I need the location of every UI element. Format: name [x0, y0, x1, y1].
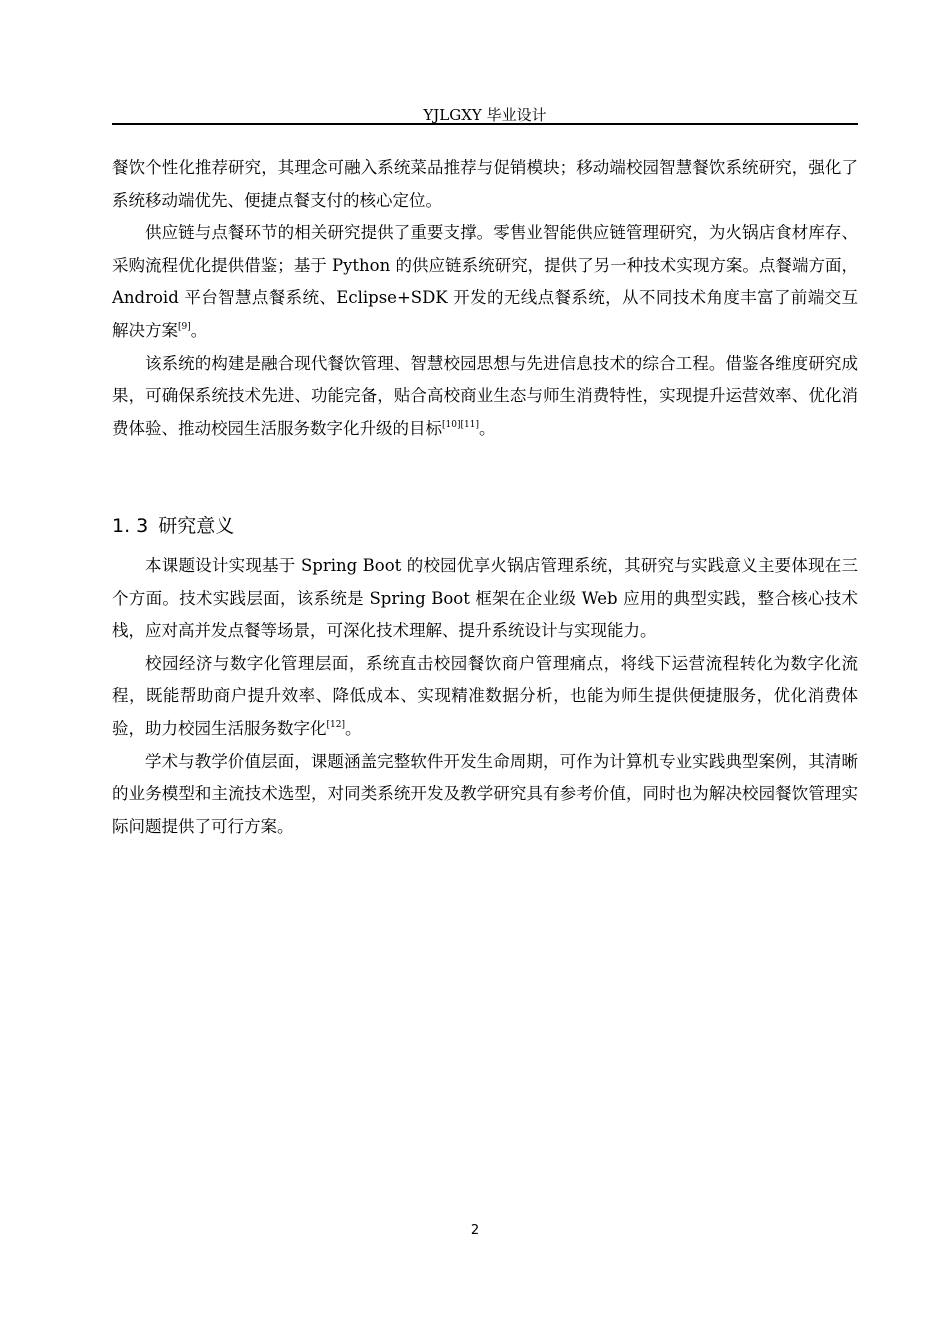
citation: [9]	[178, 321, 191, 332]
page-number: 2	[470, 1223, 480, 1238]
section-number: 1. 3	[112, 515, 149, 537]
paragraph: 校园经济与数字化管理层面，系统直击校园餐饮商户管理痛点，将线下运营流程转化为数字化流程，既能帮助商户提升效率、降低成本、实现精准数据分析，也能为师生提供便捷服务，优化消费体验，助力校园生活服务数字化[12]。	[112, 653, 858, 738]
paragraph: 供应链与点餐环节的相关研究提供了重要支撑。零售业智能供应链管理研究，为火锅店食材库存、采购流程优化提供借鉴；基于 Python 的供应链系统研究，提供了另一种技术实现方案。点餐端方面，Android 平台智慧点餐系统、Eclipse+SDK 开发的无线点餐系统，从不同技术角度丰富了前端交互解决方案[9]。	[112, 223, 858, 340]
paragraph: 学术与教学价值层面，课题涵盖完整软件开发生命周期，可作为计算机专业实践典型案例，其清晰的业务模型和主流技术选型，对同类系统开发及教学研究具有参考价值，同时也为解决校园餐饮管理实际问题提供了可行方案。	[112, 751, 858, 836]
paragraph: 餐饮个性化推荐研究，其理念可融入系统菜品推荐与促销模块；移动端校园智慧餐饮系统研究，强化了系统移动端优先、便捷点餐支付的核心定位。	[112, 158, 858, 210]
paragraph: 该系统的构建是融合现代餐饮管理、智慧校园思想与先进信息技术的综合工程。借鉴各维度研究成果，可确保系统技术先进、功能完备，贴合高校商业生态与师生消费特性，实现提升运营效率、优化消费体验、推动校园生活服务数字化升级的目标[10][11]。	[112, 353, 858, 438]
section-title: 研究意义	[158, 515, 235, 537]
body-text-top	[112, 152, 858, 445]
header-rule	[112, 123, 858, 125]
citation: [10][11]	[442, 419, 479, 430]
citation: [12]	[326, 719, 345, 730]
body-text-section	[112, 550, 858, 843]
section-heading	[112, 512, 858, 540]
running-header: YJLGXY 毕业设计	[423, 106, 547, 124]
paragraph: 本课题设计实现基于 Spring Boot 的校园优享火锅店管理系统，其研究与实践意义主要体现在三个方面。技术实践层面，该系统是 Spring Boot 框架在企业级 Web 应用的典型实践，整合核心技术栈，应对高并发点餐等场景，可深化技术理解、提升系统设计与实现能力。	[112, 556, 858, 641]
